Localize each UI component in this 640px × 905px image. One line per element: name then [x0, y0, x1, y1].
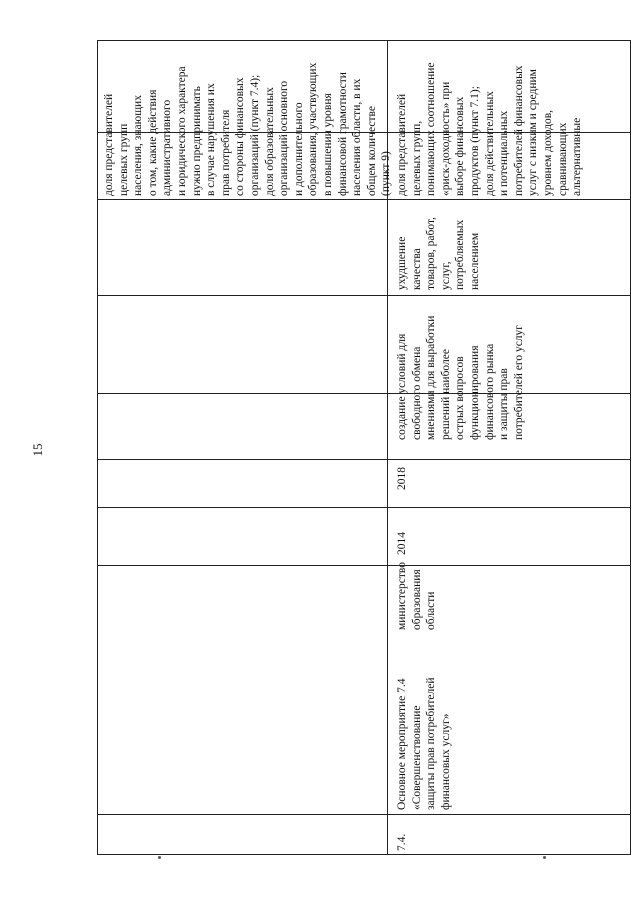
scan-mark [543, 856, 546, 859]
result-line: создание условий для [396, 333, 408, 440]
indicator-line: альтернативные [571, 117, 584, 196]
consequence-line: качества [410, 248, 423, 290]
executor-line: министерство [396, 562, 408, 630]
indicator-line: нужно предпринимать [190, 86, 203, 196]
indicator-line: и потенциальных [498, 110, 511, 196]
indicator-line: целевых групп [117, 123, 130, 196]
start-year: 2014 [396, 532, 408, 555]
indicator-line: административного [161, 99, 174, 196]
indicator-line: целевых групп, [410, 120, 423, 196]
indicator-line: и юридического характера [175, 66, 188, 196]
executor-cell [395, 562, 439, 630]
end-year: 2018 [396, 467, 408, 490]
indicator-line: уровнем доходов, [541, 109, 554, 196]
result-line: функционирования [468, 345, 481, 440]
result-line: и защиты прав [498, 368, 511, 440]
result-line: мнениями для выработки [425, 315, 438, 440]
col-separator [98, 393, 630, 394]
result-cell [395, 316, 526, 440]
event-name-cell [395, 677, 453, 810]
event-line: «Совершенствование [410, 705, 423, 810]
row-number: 7.4. [396, 833, 408, 851]
indicator-line: финансовой грамотности [336, 72, 349, 196]
indicator-line: потребителей финансовых [512, 65, 525, 196]
event-line: Основное мероприятие 7.4 [396, 678, 408, 810]
indicator-line: доля представителей [396, 93, 408, 196]
col-separator [98, 814, 630, 815]
indicator-line: общем количестве [365, 106, 378, 196]
result-line: свободного обмена [410, 346, 423, 440]
scan-mark [158, 856, 161, 859]
executor-line: образования [410, 569, 423, 630]
col-separator [98, 199, 630, 200]
col-separator [98, 459, 630, 460]
indicator-line: сравнивающих [556, 122, 569, 196]
indicator-cell-current [395, 63, 585, 197]
indicator-line: населения области, в их [351, 78, 364, 196]
indicator-line: «риск-доходность» при [439, 81, 452, 196]
indicator-line: со стороны финансовых [234, 77, 247, 196]
consequence-line: населением [468, 232, 481, 290]
indicator-line: доля образовательных [263, 87, 276, 196]
indicator-line: о том, какие действия [146, 89, 159, 196]
indicator-line: организаций (пункт 7.4); [248, 74, 261, 196]
indicator-line: понимающих соотношение [425, 62, 438, 196]
consequence-line: услуг, [439, 261, 452, 290]
consequence-cell [395, 217, 483, 290]
result-line: потребителей его услуг [512, 325, 525, 440]
consequence-line: потребляемых [454, 219, 467, 290]
indicator-line: (пункт 9) [380, 151, 393, 196]
col-separator [98, 507, 630, 508]
indicator-line: в случае нарушения их [205, 83, 218, 196]
indicator-line: выборе финансовых [454, 96, 467, 196]
event-line: финансовых услуг» [439, 713, 452, 810]
indicator-line: доля действительных [483, 91, 496, 196]
result-line: решений наиболее [439, 349, 452, 440]
event-line: защиты прав потребителей [425, 677, 438, 810]
indicator-line: продуктов (пункт 7.1); [468, 86, 481, 196]
col-separator [98, 565, 630, 566]
indicator-line: в повышении уровня [321, 93, 334, 196]
indicator-line: услуг с низким и средним [527, 69, 540, 196]
indicator-line: организаций основного [278, 80, 291, 196]
col-separator [98, 295, 630, 296]
executor-line: области [425, 591, 438, 630]
indicator-line: прав потребителя [219, 109, 232, 196]
result-line: финансового рынка [483, 343, 496, 440]
result-line: острых вопросов [454, 356, 467, 440]
indicator-line: и дополнительного [292, 102, 305, 196]
consequence-line: товаров, работ, [425, 216, 438, 290]
indicator-line: населения, знающих [132, 95, 145, 196]
consequence-line: ухудшение [396, 236, 408, 290]
indicator-line: доля представителей [103, 93, 115, 196]
indicator-line: образования, участвующих [307, 62, 320, 196]
page-number: 15 [30, 443, 45, 457]
indicator-cell-previous [102, 63, 394, 196]
